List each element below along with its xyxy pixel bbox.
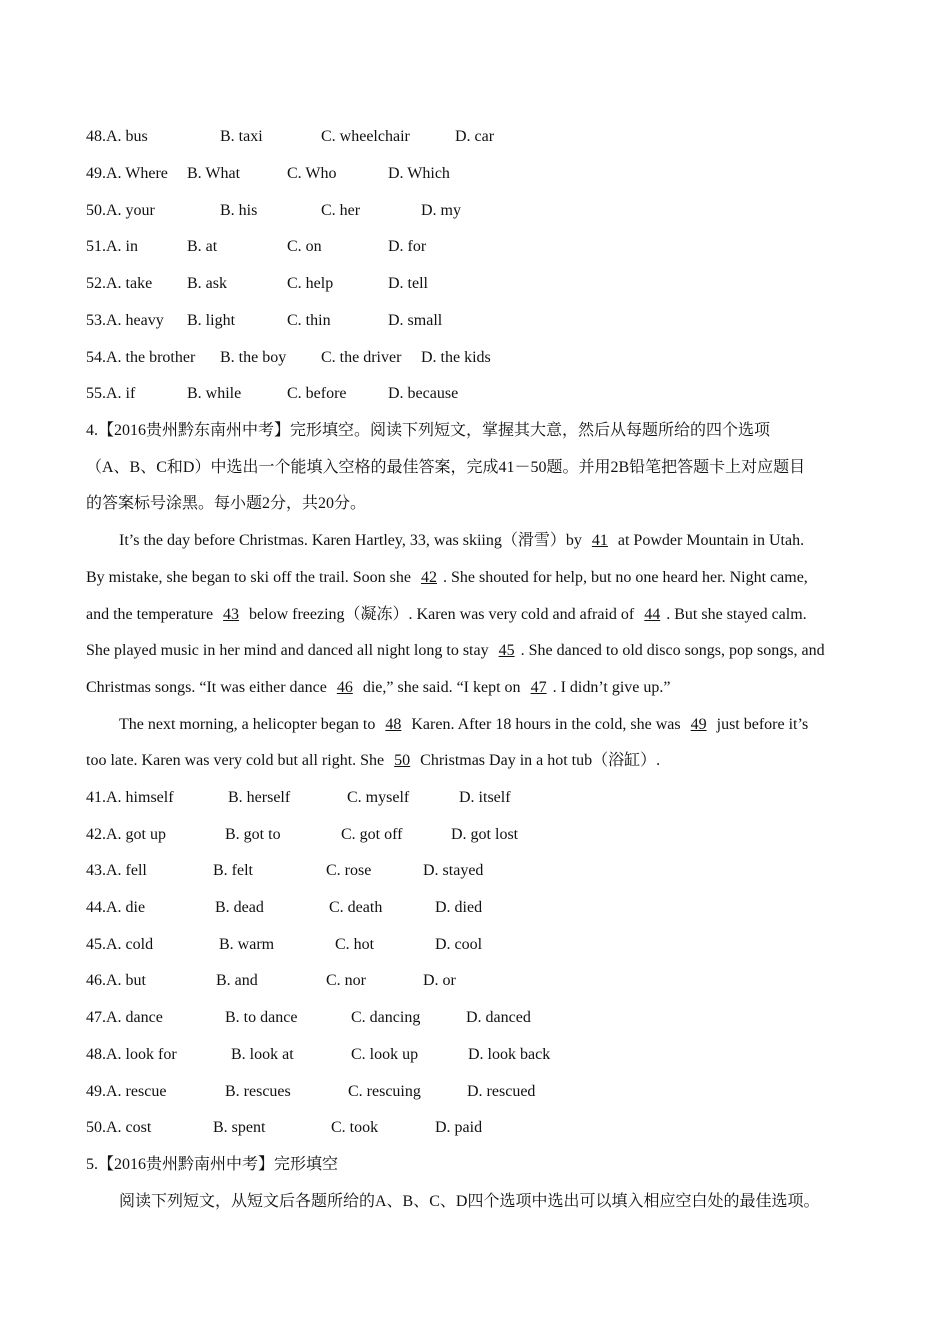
option-b: B. spent xyxy=(213,1119,266,1136)
passage-text: die,” she said. “I kept on xyxy=(358,679,525,696)
passage-line xyxy=(119,715,909,735)
option-d: D. danced xyxy=(466,1009,531,1026)
section4-header-line3: 的答案标号涂黑。每小题2分，共20分。 xyxy=(86,495,367,512)
option-b: B. rescues xyxy=(225,1083,291,1100)
blank-43: 43 xyxy=(223,606,240,623)
section5-instruction: 阅读下列短文，从短文后各题所给的A、B、C、D四个选项中选出可以填入相应空白处的最佳选项。 xyxy=(119,1193,820,1210)
option-a: 50.A. cost xyxy=(86,1119,152,1136)
blank-48: 48 xyxy=(385,716,402,733)
option-c: C. her xyxy=(321,202,361,219)
option-c: C. rescuing xyxy=(348,1083,421,1100)
option-d: D. for xyxy=(388,238,427,255)
option-a: 41.A. himself xyxy=(86,789,174,806)
option-b: B. herself xyxy=(228,789,291,806)
option-b: B. light xyxy=(187,312,236,329)
blank-42: 42 xyxy=(421,569,437,586)
option-c: C. help xyxy=(287,275,334,292)
option-c: C. death xyxy=(329,899,383,916)
option-d: D. my xyxy=(421,202,461,219)
passage-text: too late. Karen was very cold but all right. She xyxy=(86,752,389,769)
option-b: B. felt xyxy=(213,862,253,879)
blank-49: 49 xyxy=(690,716,707,733)
option-b: B. the boy xyxy=(220,349,287,366)
option-a: 53.A. heavy xyxy=(86,312,164,329)
blank-41: 41 xyxy=(591,532,608,549)
option-d: D. cool xyxy=(435,936,483,953)
passage-text: By mistake, she began to ski off the trail. Soon she xyxy=(86,569,415,586)
option-a: 51.A. in xyxy=(86,238,138,255)
option-a: 49.A. Where xyxy=(86,165,168,182)
passage-text: . But she stayed calm. xyxy=(666,606,807,623)
option-d: D. stayed xyxy=(423,862,484,879)
option-c: C. nor xyxy=(326,972,366,989)
option-b: B. ask xyxy=(187,275,227,292)
passage-text: and the temperature xyxy=(86,606,218,623)
option-c: C. before xyxy=(287,385,347,402)
option-d: D. tell xyxy=(388,275,428,292)
option-a: 42.A. got up xyxy=(86,826,166,843)
option-c: C. look up xyxy=(351,1046,419,1063)
section5-header: 5.【2016贵州黔南州中考】完形填空 xyxy=(86,1156,339,1173)
blank-50: 50 xyxy=(394,752,411,769)
option-a: 45.A. cold xyxy=(86,936,154,953)
blank-47: 47 xyxy=(530,679,547,696)
option-d: D. died xyxy=(435,899,483,916)
option-b: B. dead xyxy=(215,899,264,916)
passage-line xyxy=(86,605,876,625)
option-a: 48.A. bus xyxy=(86,128,148,145)
option-b: B. warm xyxy=(219,936,275,953)
option-b: B. taxi xyxy=(220,128,263,145)
option-d: D. because xyxy=(388,385,459,402)
option-d: D. got lost xyxy=(451,826,519,843)
option-d: D. small xyxy=(388,312,443,329)
passage-text: just before it’s xyxy=(712,716,809,733)
section4-header-line2: （A、B、C和D）中选出一个能填入空格的最佳答案，完成41－50题。并用2B铅笔把答题卡上对应题目 xyxy=(86,459,806,476)
option-a: 54.A. the brother xyxy=(86,349,196,366)
option-b: B. while xyxy=(187,385,242,402)
option-a: 50.A. your xyxy=(86,202,155,219)
passage-text: . She danced to old disco songs, pop songs, and xyxy=(520,642,825,659)
passage-line xyxy=(86,678,876,698)
passage-line xyxy=(119,531,909,551)
passage-text: Christmas Day in a hot tub（浴缸）. xyxy=(416,752,661,769)
option-c: C. thin xyxy=(287,312,331,329)
passage-line xyxy=(86,641,876,661)
option-c: C. rose xyxy=(326,862,372,879)
option-c: C. dancing xyxy=(351,1009,421,1026)
passage-text: She played music in her mind and danced all night long to stay xyxy=(86,642,493,659)
option-d: D. the kids xyxy=(421,349,491,366)
option-c: C. the driver xyxy=(321,349,402,366)
passage-line xyxy=(86,751,876,771)
blank-46: 46 xyxy=(336,679,353,696)
option-b: B. at xyxy=(187,238,218,255)
passage-text: Karen. After 18 hours in the cold, she was xyxy=(407,716,685,733)
option-a: 47.A. dance xyxy=(86,1009,163,1026)
passage-text: . She shouted for help, but no one heard her. Night came, xyxy=(443,569,808,586)
option-b: B. his xyxy=(220,202,258,219)
option-d: D. paid xyxy=(435,1119,483,1136)
passage-text: The next morning, a helicopter began to xyxy=(119,716,380,733)
option-a: 44.A. die xyxy=(86,899,146,916)
option-c: C. got off xyxy=(341,826,403,843)
option-c: C. took xyxy=(331,1119,379,1136)
option-a: 46.A. but xyxy=(86,972,146,989)
passage-text: . I didn’t give up.” xyxy=(552,679,671,696)
option-d: D. car xyxy=(455,128,495,145)
option-c: C. hot xyxy=(335,936,375,953)
option-c: C. myself xyxy=(347,789,410,806)
option-d: D. or xyxy=(423,972,456,989)
passage-text: It’s the day before Christmas. Karen Hartley, 33, was skiing（滑雪）by xyxy=(119,532,586,549)
passage-text: below freezing（凝冻）. Karen was very cold and afraid of xyxy=(245,606,639,623)
option-c: C. Who xyxy=(287,165,337,182)
option-c: C. wheelchair xyxy=(321,128,410,145)
option-a: 55.A. if xyxy=(86,385,136,402)
blank-45: 45 xyxy=(498,642,515,659)
option-b: B. What xyxy=(187,165,241,182)
option-a: 52.A. take xyxy=(86,275,153,292)
blank-44: 44 xyxy=(644,606,661,623)
passage-text: Christmas songs. “It was either dance xyxy=(86,679,331,696)
option-b: B. and xyxy=(216,972,258,989)
option-a: 48.A. look for xyxy=(86,1046,177,1063)
option-a: 43.A. fell xyxy=(86,862,147,879)
option-b: B. to dance xyxy=(225,1009,298,1026)
section4-header-line1: 4.【2016贵州黔东南州中考】完形填空。阅读下列短文，掌握其大意，然后从每题所给的四个选项 xyxy=(86,422,771,439)
option-b: B. look at xyxy=(231,1046,294,1063)
option-b: B. got to xyxy=(225,826,281,843)
option-d: D. rescued xyxy=(467,1083,536,1100)
option-d: D. look back xyxy=(468,1046,551,1063)
passage-line xyxy=(86,568,876,588)
option-d: D. itself xyxy=(459,789,511,806)
option-c: C. on xyxy=(287,238,322,255)
option-a: 49.A. rescue xyxy=(86,1083,167,1100)
passage-text: at Powder Mountain in Utah. xyxy=(613,532,805,549)
option-d: D. Which xyxy=(388,165,450,182)
